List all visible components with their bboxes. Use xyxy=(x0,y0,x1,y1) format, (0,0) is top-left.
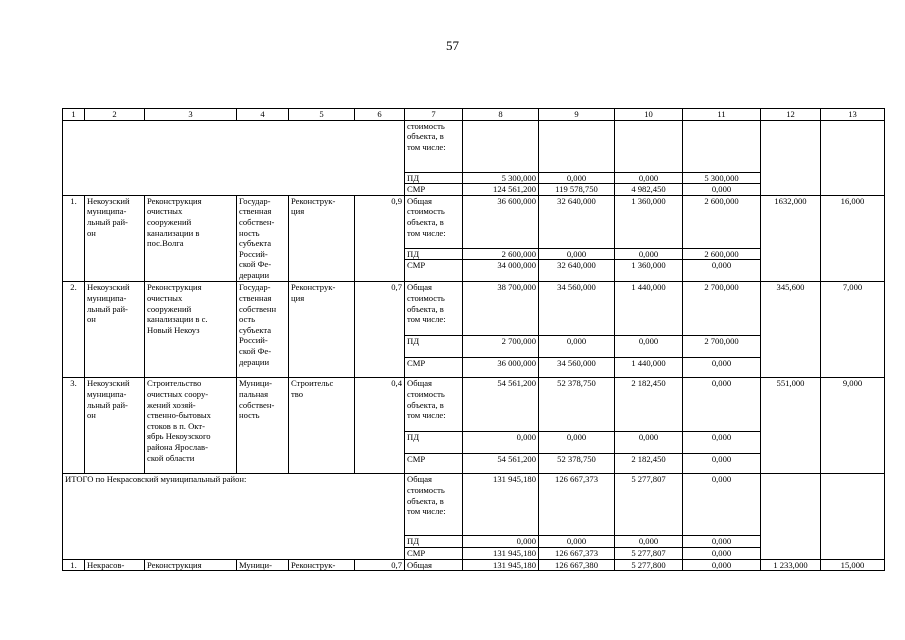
table-row: 1. Некоузский муниципа- льный рай- он Реконструкция очистных сооружений канализации в пос.Волга Государ- ственная собствен- ность субъекта Россий- ской Фе- дерации Реконструк- ция 0,9 Общая стоимость объекта, в том числе: 36 600,000 32 640,000 1 360,000 2 600,000 1632,000 16,000 xyxy=(63,195,885,248)
col-header: 13 xyxy=(821,109,885,121)
col-header: 5 xyxy=(289,109,355,121)
col-header: 6 xyxy=(355,109,405,121)
table-row: ИТОГО по Некрасовский муниципальный район: Общая стоимость объекта, в том числе: 131 945,180 126 667,373 5 277,807 0,000 xyxy=(63,474,885,536)
table-row: 3. Некоузский муниципа- льный рай- он Строительство очистных соору- жений хозяй- ственно-бытовых стоков в п. Окт- ябрь Некоузского района Ярослав- ской области Муници- пальная собствен- ность Строительс тво 0,4 Общая стоимость объекта, в том числе: 54 561,200 52 378,750 2 182,450 0,000 551,000 9,000 xyxy=(63,378,885,432)
empty-cell xyxy=(63,120,405,195)
column-number-row xyxy=(63,109,885,121)
table-row: ПД 2 600,000 0,000 0,000 2 600,000 xyxy=(63,248,885,260)
table-row: СМР 54 561,200 52 378,750 2 182,450 0,000 xyxy=(63,454,885,474)
col-header: 8 xyxy=(463,109,539,121)
col-header: 10 xyxy=(615,109,683,121)
table-row: СМР 34 000,000 32 640,000 1 360,000 0,000 xyxy=(63,260,885,282)
col-header: 4 xyxy=(237,109,289,121)
table-row: 1. Некрасов- Реконструкция Муници- Реконструк- 0,7 Общая 131 945,180 126 667,380 5 277,800 0,000 1 233,000 15,000 xyxy=(63,559,885,571)
table-row: ПД 5 300,000 0,000 0,000 5 300,000 xyxy=(63,172,885,184)
table-row: СМР 124 561,200 119 578,750 4 982,450 0,000 xyxy=(63,184,885,196)
table-row xyxy=(63,120,885,172)
col-header: 1 xyxy=(63,109,85,121)
page-number: 57 xyxy=(446,38,459,53)
table-row: ПД 0,000 0,000 0,000 0,000 xyxy=(63,536,885,548)
table-row: ПД 2 700,000 0,000 0,000 2 700,000 xyxy=(63,336,885,358)
col-header: 3 xyxy=(145,109,237,121)
col-header: 12 xyxy=(761,109,821,121)
table-row: СМР 131 945,180 126 667,373 5 277,807 0,000 xyxy=(63,547,885,559)
table-row: ПД 0,000 0,000 0,000 0,000 xyxy=(63,432,885,454)
investment-objects-table xyxy=(62,108,885,571)
table-row: СМР 36 000,000 34 560,000 1 440,000 0,000 xyxy=(63,358,885,378)
cost-label: стоимость объекта, в том числе: xyxy=(405,120,463,172)
col-header: 9 xyxy=(539,109,615,121)
col-header: 7 xyxy=(405,109,463,121)
col-header: 2 xyxy=(85,109,145,121)
table-row: 2. Некоузский муниципа- льный рай- он Реконструкция очистных сооружений канализации в с. Новый Некоуз Государ- ственная собственн ость субъекта Россий- ской Фе- дерации Реконструк- ция 0,7 Общая стоимость объекта, в том числе: 38 700,000 34 560,000 1 440,000 2 700,000 345,600 7,000 xyxy=(63,282,885,336)
total-label: ИТОГО по Некрасовский муниципальный район: xyxy=(63,474,405,559)
col-header: 11 xyxy=(683,109,761,121)
